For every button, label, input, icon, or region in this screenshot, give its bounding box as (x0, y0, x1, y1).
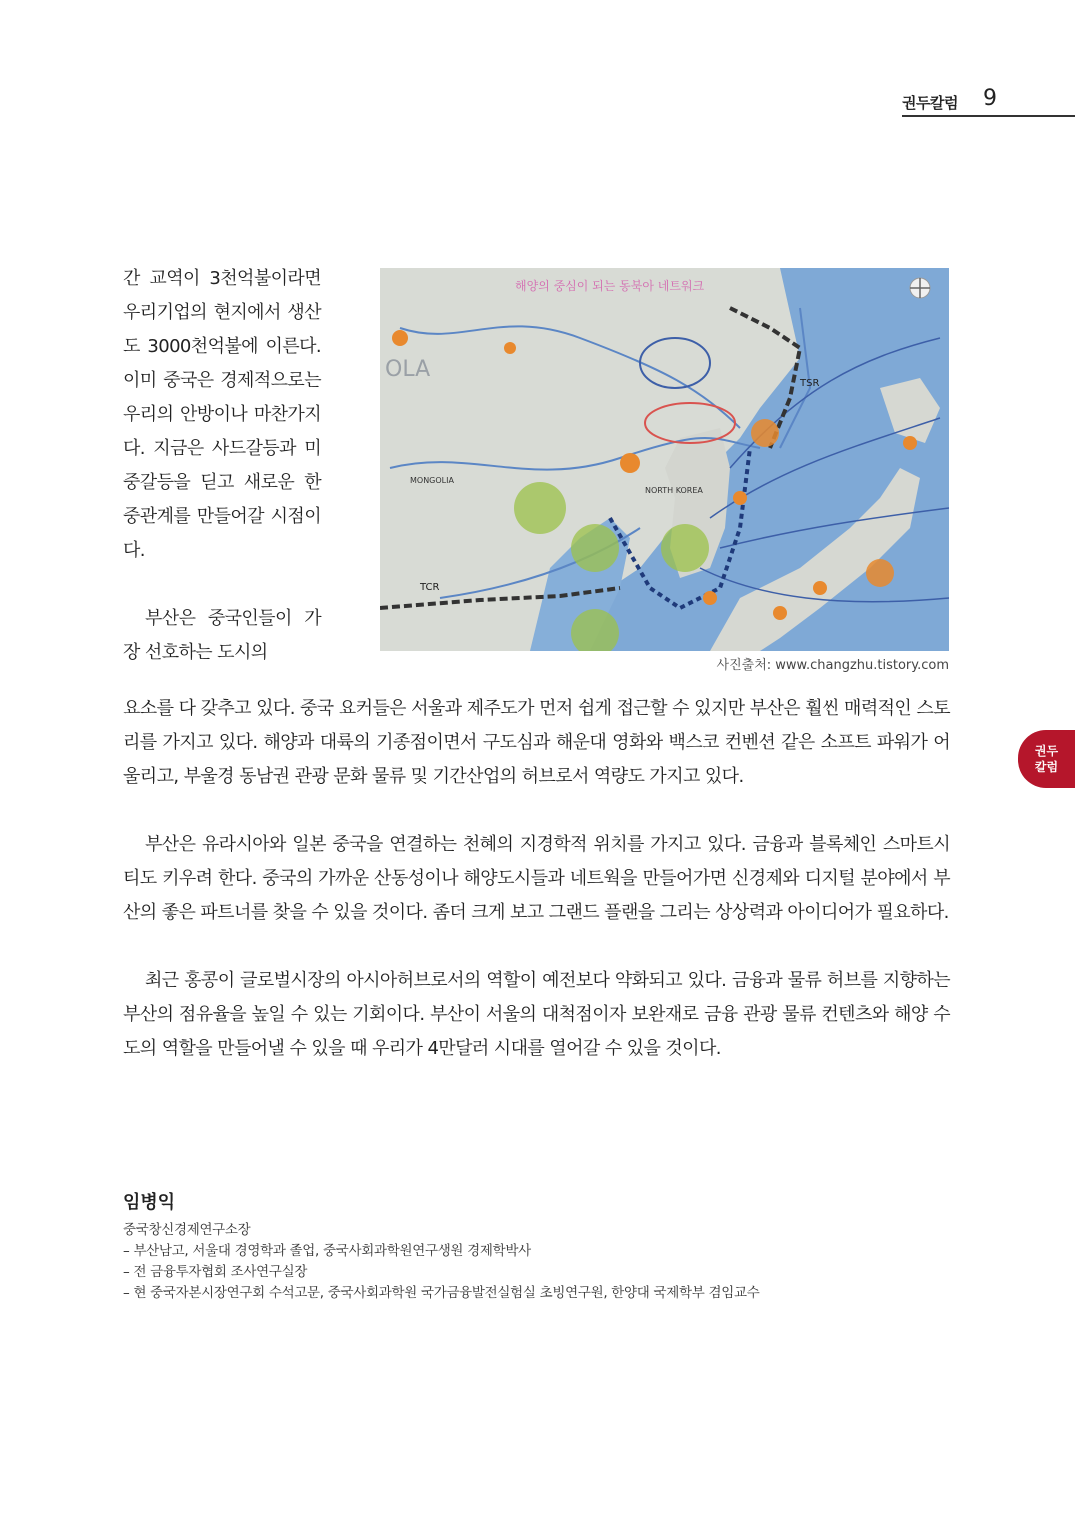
page-number: 9 (983, 86, 997, 111)
column-paragraph: 간 교역이 3천억불이라면 우리기업의 현지에서 생산도 3000천억불에 이른다. 이미 중국은 경제적으로는 우리의 안방이나 마찬가지다. 지금은 사드갈등과 미중갈등을 딛고 새로운 한중관계를 만들어갈 시점이다. (123, 268, 321, 561)
author-history-item: – 전 금융투자협회 조사연구실장 (123, 1264, 308, 1280)
side-tab-line1: 권두 (1034, 744, 1059, 758)
figure-caption: 사진출처: www.changzhu.tistory.com (716, 658, 949, 673)
author-profile (123, 1188, 953, 1304)
map-figure (380, 268, 949, 651)
side-tab-line2: 칼럼 (1034, 760, 1059, 774)
map-label: TCR (420, 582, 440, 593)
green-hub (571, 524, 619, 572)
body-text (123, 692, 950, 1100)
map-title: 해양의 중심이 되는 동북아 네트워크 (515, 279, 705, 293)
map-label: TSR (800, 378, 820, 389)
header-rule (902, 115, 1075, 117)
author-name: 임병익 (123, 1192, 176, 1213)
author-history-item: – 부산남고, 서울대 경영학과 졸업, 중국사회과학원연구생원 경제학박사 (123, 1243, 531, 1259)
section-title: 권두칼럼 (902, 94, 958, 112)
column-paragraph: 부산은 중국인들이 가장 선호하는 도시의 (123, 608, 321, 663)
green-hub (514, 482, 566, 534)
body-paragraph: 요소를 다 갖추고 있다. 중국 요커들은 서울과 제주도가 먼저 쉽게 접근할 수 있지만 부산은 훨씬 매력적인 스토리를 가지고 있다. 해양과 대륙의 기종점이면서 구도심과 해운대 영화와 백스코 컨벤션 같은 소프트 파워가 어울리고, 부울경 동남권 관광 문화 물류 및 기간산업의 허브로서 역량도 가지고 있다. (123, 698, 950, 787)
map-label: NORTH KOREA (645, 486, 703, 495)
map-label: MONGOLIA (410, 476, 454, 485)
author-position: 중국창신경제연구소장 (123, 1222, 251, 1238)
body-paragraph: 최근 홍콩이 글로벌시장의 아시아허브로서의 역할이 예전보다 약화되고 있다. 금융과 물류 허브를 지향하는 부산의 점유율을 높일 수 있는 기회이다. 부산이 서울의 대척점이자 보완재로 금융 관광 물류 컨텐츠와 해양 수도의 역할을 만들어낼 수 있을 때 우리가 4만달러 시대를 열어갈 수 있을 것이다. (123, 970, 950, 1059)
map-label: OLA (385, 357, 431, 382)
body-paragraph: 부산은 유라시아와 일본 중국을 연결하는 천혜의 지경학적 위치를 가지고 있다. 금융과 블록체인 스마트시티도 키우려 한다. 중국의 가까운 산동성이나 해양도시들과 네트웍을 만들어가면 신경제와 디지털 분야에서 부산의 좋은 파트너를 찾을 수 있을 것이다. 좀더 크게 보고 그랜드 플랜을 그리는 상상력과 아이디어가 필요하다. (123, 834, 950, 923)
narrow-column-text (123, 262, 321, 670)
side-section-tab (1018, 730, 1075, 788)
green-hub (661, 524, 709, 572)
author-history-item: – 현 중국자본시장연구회 수석고문, 중국사회과학원 국가금융발전실험실 초빙연구원, 한양대 국제학부 겸임교수 (123, 1285, 760, 1301)
northeast-asia-network-map (380, 268, 949, 651)
